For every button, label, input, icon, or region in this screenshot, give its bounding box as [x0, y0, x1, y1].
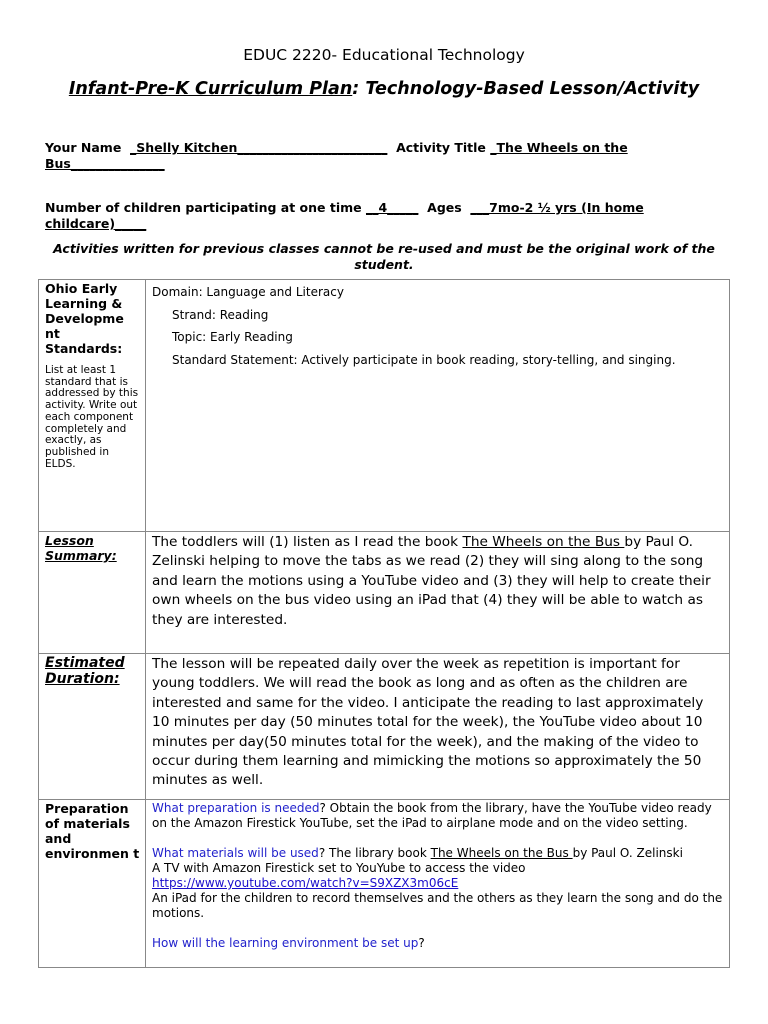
duration-label-cell [39, 654, 146, 800]
summary-text-before: The toddlers will (1) listen as I read the book [152, 534, 463, 550]
name-label: Your Name [45, 140, 122, 155]
ages-label: Ages [427, 200, 462, 215]
prep-tv: A TV with Amazon Firestick set to YouYube to access the video [152, 861, 526, 875]
prep-question-1 [152, 801, 723, 831]
ages-value: ___7mo-2 ½ yrs (In home [470, 200, 644, 215]
name-value: _Shelly Kitchen________________________ [130, 140, 388, 155]
youtube-link[interactable]: https://www.youtube.com/watch?v=S9XZX3m06cE [152, 876, 459, 890]
plan-title [0, 79, 768, 99]
course-title: EDUC 2220- Educational Technology [243, 46, 525, 64]
plan-title-part1: Infant-Pre-K Curriculum Plan [68, 79, 353, 99]
summary-label-cell [39, 532, 146, 654]
standard-statement: Standard Statement: Actively participate in book reading, story-telling, and singing. [172, 352, 676, 367]
name-activity-line [45, 140, 628, 155]
standards-note: List at least 1 standard that is addressed by this activity. Write out each component completely and exactly, as published in ELDS. [45, 364, 139, 470]
plan-title-part2: : Technology-Based Lesson/Activity [352, 79, 700, 99]
activity-value-cont: Bus_______________ [45, 156, 165, 171]
prep-question-3 [152, 936, 723, 951]
children-value: __4_____ [365, 200, 419, 215]
children-label: Number of children participating at one time [45, 200, 362, 215]
duration-row [39, 654, 730, 800]
prep-ipad: An iPad for the children to record themselves and the others as they learn the song and do the motions. [152, 891, 723, 920]
summary-text-after: by Paul O. Zelinski helping to move the tabs as we read (2) they will sing along to the song and learn the motions using a YouTube video and (3) they will help to create their own wheels on the bus video using an iPad that (4) they will be able to watch as they are interested. [152, 534, 711, 628]
standards-row [39, 280, 730, 532]
preparation-label: Preparation of materials and environmen t [45, 801, 140, 861]
lesson-plan-table [38, 279, 730, 968]
preparation-content [146, 800, 730, 968]
standard-domain: Domain: Language and Literacy [152, 285, 344, 299]
prep-q3-end: ? [418, 936, 425, 950]
activity-value: _The Wheels on the [490, 140, 628, 155]
standards-label-cell [39, 280, 146, 532]
prep-a1-text: ? Obtain the book from the library, have the YouTube video ready on the Amazon Firestick YouTube, set the iPad to airplane mode and on the video setting. [152, 801, 712, 830]
standard-topic: Topic: Early Reading [172, 330, 293, 344]
prep-q2-text: What materials will be used [152, 846, 319, 860]
children-ages-line [45, 200, 644, 215]
originality-warning: Activities written for previous classes cannot be re-used and must be the original work of the student. [53, 241, 715, 272]
standards-label: Ohio Early Learning & Developme nt Standards: [45, 281, 124, 356]
standards-content [146, 280, 730, 532]
summary-book-title: The Wheels on the Bus [462, 534, 625, 550]
prep-q1-text: What preparation is needed [152, 801, 320, 815]
preparation-row [39, 800, 730, 968]
summary-row [39, 532, 730, 654]
prep-url-line [152, 876, 723, 891]
prep-q3-text: How will the learning environment be set up [152, 936, 419, 950]
summary-content [146, 532, 730, 654]
standard-strand: Strand: Reading [172, 307, 269, 322]
ages-value-cont: childcare)_____ [45, 216, 147, 231]
duration-content: The lesson will be repeated daily over the week as repetition is important for young toddlers. We will read the book as long and as often as the children are interested and same for the video. I anticipate the reading to last approximately 10 minutes per day (50 minutes total for the week), the YouTube video about 10 minutes per day(50 minutes total for the week), and the making of the video to occur during them learning and mimicking the motions so approximately the 50 minutes as well. [146, 654, 730, 800]
prep-a2-before: ? The library book [318, 846, 431, 860]
preparation-label-cell [39, 800, 146, 968]
summary-label: Lesson Summary: [45, 533, 117, 563]
prep-a2-book: The Wheels on the Bus [430, 846, 573, 860]
prep-a2-after: by Paul O. Zelinski [572, 846, 683, 860]
activity-label: Activity Title [396, 140, 486, 155]
duration-label: Estimated Duration: [45, 655, 125, 687]
prep-question-2 [152, 846, 723, 861]
